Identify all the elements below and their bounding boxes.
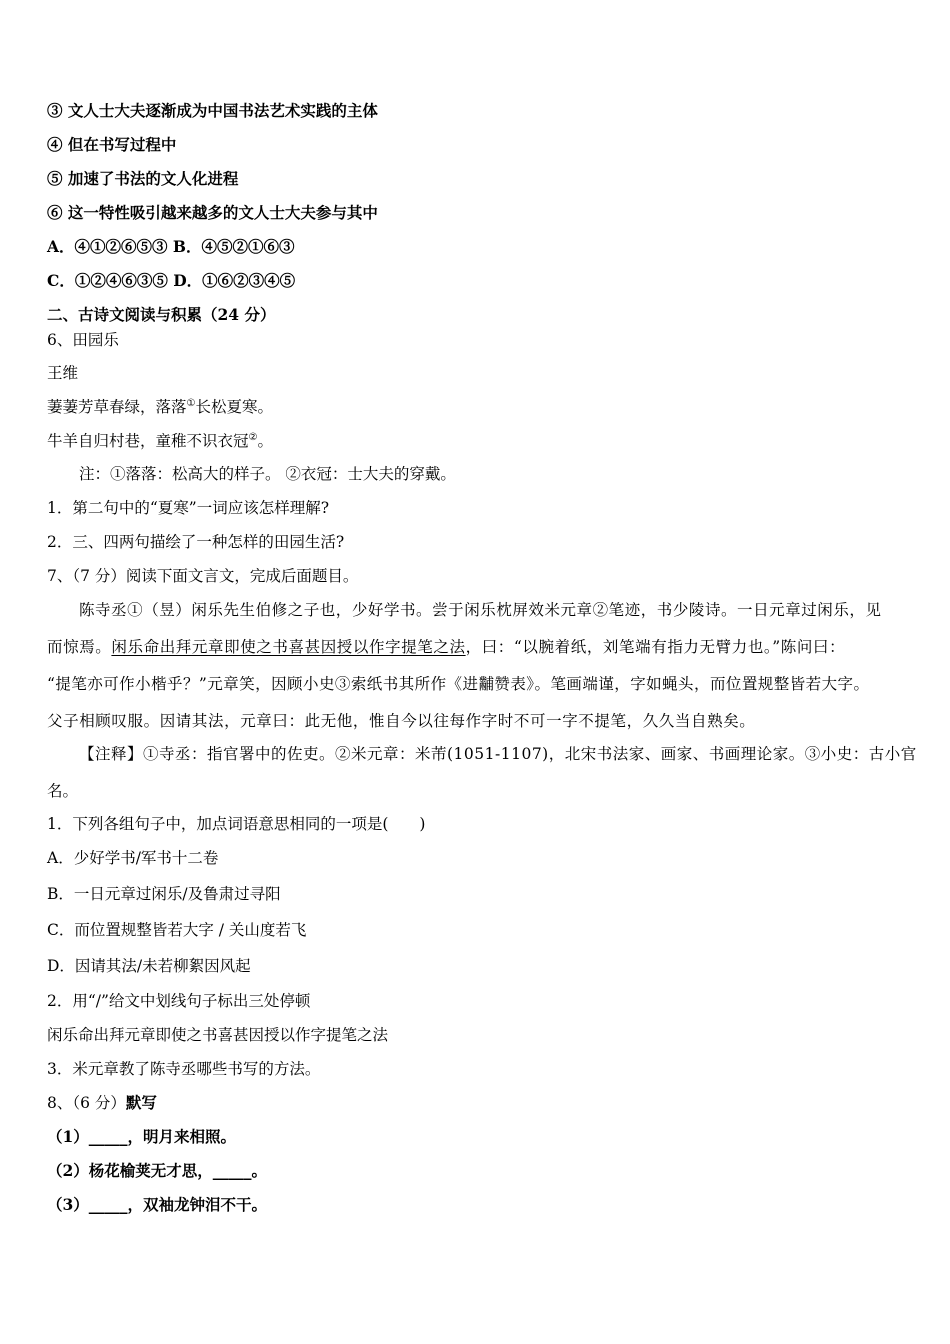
item-text: （2）杨花榆荚无才思， (47, 1161, 213, 1180)
passage-line-1: 陈寺丞①（昱）闲乐先生伯修之子也，少好学书。尝于闲乐枕屏效米元章②笔迹，书少陵诗。一日元章过闲乐，见 (79, 601, 882, 619)
poem-text: 萋萋芳草春绿，落落 (47, 398, 187, 416)
q7-option-d: D．因请其法/未若柳絮因风起 (47, 957, 251, 975)
item-text: 。 (251, 1161, 268, 1180)
item-label: （3） (47, 1195, 89, 1214)
underlined-sentence: 闲乐命出拜元章即使之书喜甚因授以作字提笔之法 (111, 638, 466, 656)
answer-blank: _____ (88, 1127, 128, 1146)
q8-item-3 (47, 1194, 917, 1216)
choice-cd: C．①②④⑥③⑤ D．①⑥②③④⑤ (47, 271, 296, 290)
q7-option-c: C．而位置规整皆若大字 / 关山度若飞 (47, 921, 307, 939)
option-item-4: ④ 但在书写过程中 (47, 135, 177, 154)
note-marker: ① (186, 397, 196, 409)
choice-ab: A．④①②⑥⑤③ B．④⑤②①⑥③ (47, 237, 295, 256)
q8-number: 8、（6 分） (47, 1094, 126, 1112)
q7-title: 7、（7 分）阅读下面文言文，完成后面题目。 (47, 567, 359, 585)
passage-line-4: 父子相顾叹服。因请其法，元章曰：此无他，惟自今以往每作字时不可一字不提笔，久久当自熟矣。 (47, 712, 756, 730)
q6-title: 6、田园乐 (47, 331, 119, 349)
q8-title (47, 1092, 917, 1114)
q6-sub-1: 1．第二句中的“夏寒”一词应该怎样理解? (47, 499, 330, 517)
q7-sub-3: 3．米元章教了陈寺丞哪些书写的方法。 (47, 1060, 321, 1078)
q7-sub-2: 2．用“/”给文中划线句子标出三处停顿 (47, 992, 311, 1010)
answer-blank: _____ (88, 1195, 128, 1214)
q7-option-a: A．少好学书/军书十二卷 (47, 849, 219, 867)
passage-line-3: “提笔亦可作小楷乎？”元章笑，因顾小史③索纸书其所作《进黼赞表》。笔画端谨，字如蝇头，而位置规整皆若大字。 (47, 675, 870, 693)
q6-author: 王维 (47, 364, 79, 382)
item-label: （1） (47, 1127, 89, 1146)
q8-item-2 (47, 1160, 917, 1182)
q6-sub-2: 2．三、四两句描绘了一种怎样的田园生活? (47, 533, 345, 551)
option-item-5: ⑤ 加速了书法的文人化进程 (47, 169, 239, 188)
item-text: ，双袖龙钟泪不干。 (127, 1195, 268, 1214)
option-item-6: ⑥ 这一特性吸引越来越多的文人士大夫参与其中 (47, 203, 378, 222)
passage-text: ，曰：“以腕着纸，刘笔端有指力无臂力也。”陈问曰： (465, 638, 846, 656)
q7-sub-1: 1．下列各组句子中，加点词语意思相同的一项是( ) (47, 815, 426, 833)
poem-text: 牛羊自归村巷，童稚不识衣冠 (47, 432, 249, 450)
note-marker: ② (248, 431, 258, 443)
poem-line-1 (47, 396, 917, 418)
passage-text: 而惊焉。 (47, 638, 112, 656)
item-text: ，明月来相照。 (127, 1127, 237, 1146)
notes-line-1: 【注释】①寺丞：指官署中的佐吏。②米元章：米芾(1051-1107)，北宋书法家、画家、书画理论家。③小史：古小官 (79, 745, 917, 763)
poem-note: 注：①落落：松高大的样子。 ②衣冠：士大夫的穿戴。 (79, 465, 456, 483)
q8-heading: 默写 (125, 1093, 157, 1112)
q7-sub-2-sentence: 闲乐命出拜元章即使之书喜甚因授以作字提笔之法 (47, 1026, 389, 1044)
notes-line-2: 名。 (47, 782, 79, 800)
passage-line-2 (47, 636, 917, 658)
option-item-3: ③ 文人士大夫逐渐成为中国书法艺术实践的主体 (47, 101, 378, 120)
poem-text: 。 (257, 432, 273, 450)
section-heading: 二、古诗文阅读与积累（24 分） (47, 305, 276, 324)
q8-item-1 (47, 1126, 917, 1148)
poem-line-2 (47, 430, 917, 452)
answer-blank: _____ (212, 1161, 252, 1180)
poem-text: 长松夏寒。 (195, 398, 273, 416)
q7-option-b: B．一日元章过闲乐/及鲁肃过寻阳 (47, 885, 281, 903)
